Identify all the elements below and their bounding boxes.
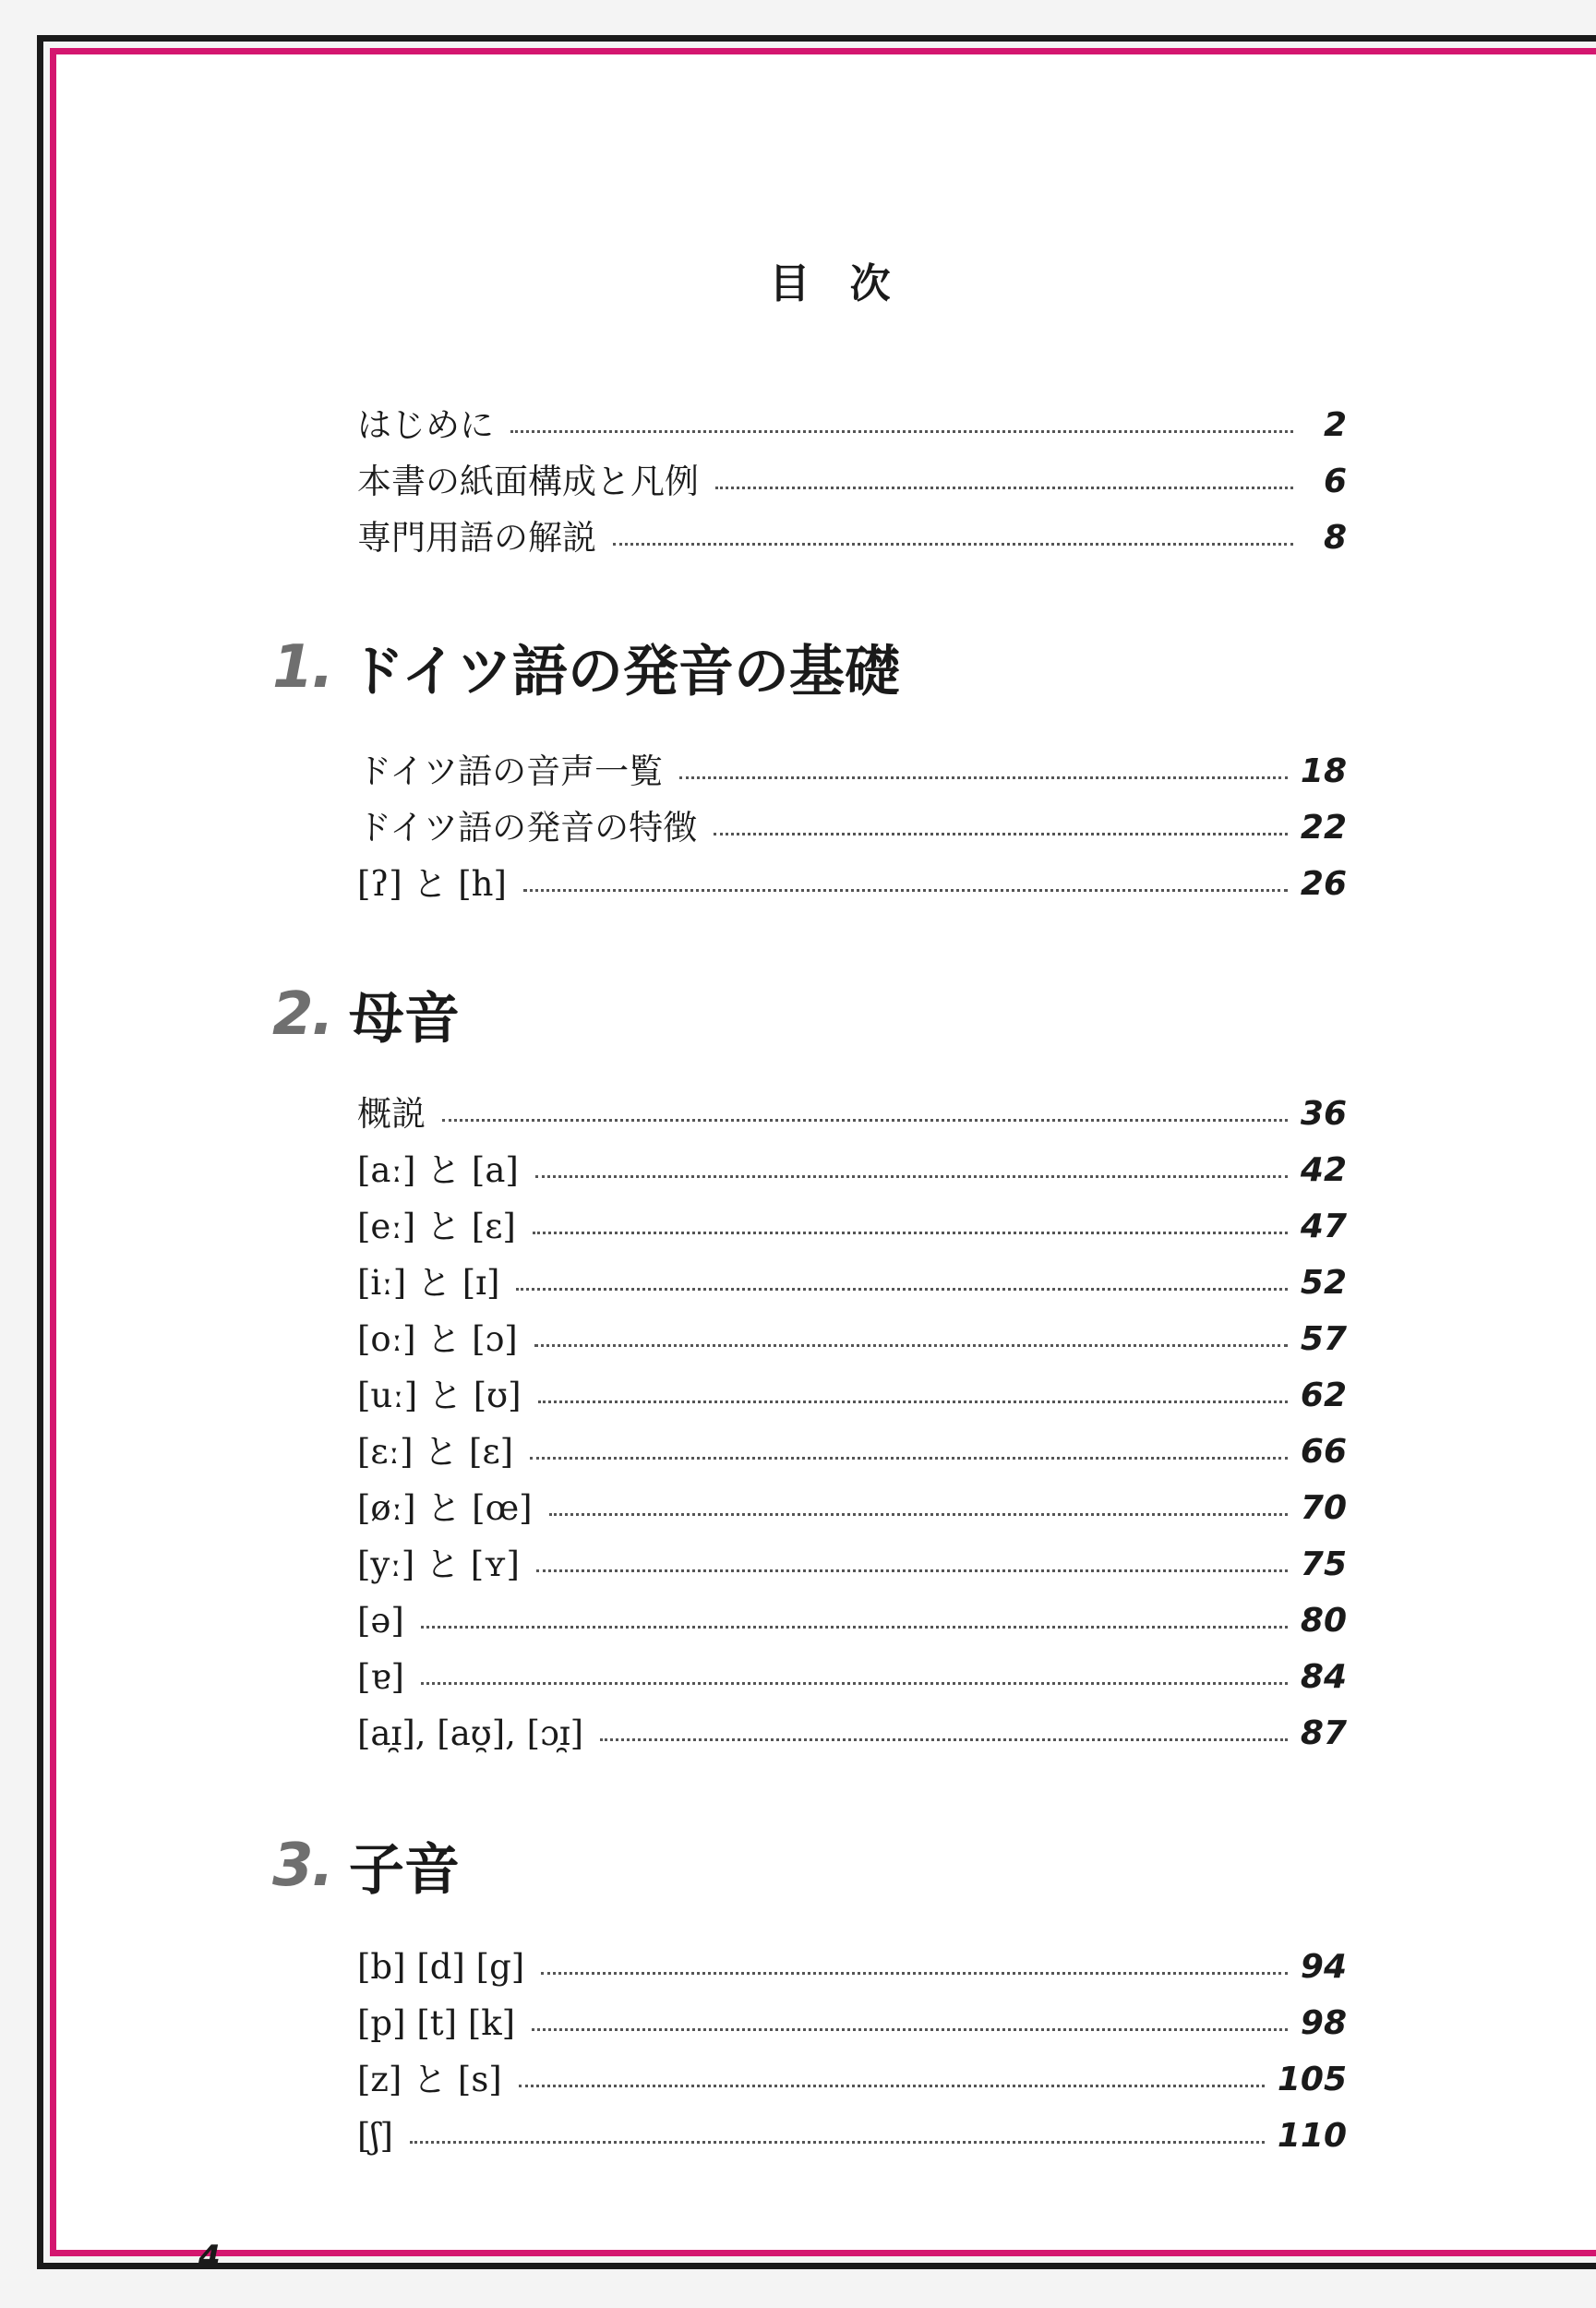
- leader-dots: [715, 487, 1293, 489]
- toc-entry[interactable]: [357, 1197, 1347, 1245]
- entry-label: 概説: [357, 1094, 426, 1134]
- entry-label: [ɛː] と [ɛ]: [357, 1432, 514, 1472]
- entry-label: [aɪ̯], [aʊ̯], [ɔɪ̯]: [357, 1713, 584, 1753]
- entry-page: 22: [1300, 809, 1347, 847]
- leader-dots: [534, 1344, 1288, 1347]
- leader-dots: [714, 833, 1288, 835]
- toc-entry[interactable]: [357, 1648, 1347, 1696]
- leader-dots: [549, 1513, 1288, 1516]
- inner-frame: [50, 48, 1596, 2276]
- entry-page: 47: [1300, 1208, 1347, 1245]
- entry-label: [p] [t] [k]: [357, 2003, 516, 2043]
- leader-dots: [533, 1232, 1288, 1234]
- entry-page: 110: [1277, 2117, 1347, 2155]
- leader-dots: [516, 1288, 1287, 1291]
- entry-page: 70: [1300, 1489, 1347, 1527]
- section-heading-2[interactable]: [272, 978, 460, 1052]
- section-title: ドイツ語の発音の基礎: [348, 640, 900, 704]
- entry-label: 専門用語の解説: [357, 518, 596, 558]
- entry-page: 105: [1277, 2061, 1347, 2098]
- entry-page: 52: [1300, 1264, 1347, 1302]
- entry-page: 84: [1300, 1658, 1347, 1696]
- section-number: 3.: [272, 1832, 332, 1900]
- toc-entry[interactable]: [357, 742, 1347, 790]
- entry-page: 6: [1323, 463, 1347, 500]
- leader-dots: [535, 1175, 1288, 1178]
- toc-entry[interactable]: [357, 2107, 1347, 2155]
- section-title: 子音: [348, 1838, 460, 1903]
- entry-label: [ɐ]: [357, 1657, 404, 1697]
- toc-entry[interactable]: [357, 1938, 1347, 1986]
- toc-entry[interactable]: [357, 799, 1347, 847]
- entry-page: 62: [1300, 1376, 1347, 1414]
- entry-page: 2: [1323, 406, 1347, 444]
- entry-label: [oː] と [ɔ]: [357, 1319, 518, 1359]
- toc-entry[interactable]: [357, 1535, 1347, 1583]
- entry-label: ドイツ語の音声一覧: [357, 751, 664, 791]
- entry-page: 75: [1300, 1545, 1347, 1583]
- toc-entry[interactable]: [357, 1085, 1347, 1133]
- section-number: 2.: [272, 980, 332, 1049]
- leader-dots: [519, 2085, 1265, 2087]
- entry-label: [ʃ]: [357, 2116, 393, 2156]
- entry-page: 42: [1300, 1151, 1347, 1189]
- entry-page: 87: [1300, 1714, 1347, 1752]
- toc-entry[interactable]: [357, 1592, 1347, 1640]
- leader-dots: [442, 1119, 1288, 1122]
- entry-label: [yː] と [ʏ]: [357, 1545, 520, 1584]
- leader-dots: [421, 1626, 1288, 1629]
- section-heading-3[interactable]: [272, 1829, 460, 1903]
- section-number: 1.: [272, 633, 332, 702]
- entry-label: 本書の紙面構成と凡例: [357, 462, 699, 501]
- entry-label: [b] [d] [g]: [357, 1947, 525, 1987]
- leader-dots: [600, 1738, 1288, 1741]
- toc-entry[interactable]: [357, 1994, 1347, 2042]
- entry-label: [ʔ] と [h]: [357, 864, 507, 904]
- toc-entry[interactable]: [357, 1254, 1347, 1302]
- toc-entry[interactable]: [357, 1310, 1347, 1358]
- entry-label: ドイツ語の発音の特徴: [357, 808, 698, 847]
- entry-page: 80: [1300, 1602, 1347, 1640]
- entry-label: [eː] と [ɛ]: [357, 1207, 516, 1246]
- entry-label: [øː] と [œ]: [357, 1488, 533, 1528]
- entry-label: [z] と [s]: [357, 2060, 502, 2099]
- section-title: 母音: [348, 987, 460, 1052]
- entry-label: [iː] と [ɪ]: [357, 1263, 500, 1303]
- page-number: 4: [198, 2239, 221, 2276]
- toc-entry[interactable]: [357, 1366, 1347, 1414]
- entry-page: 26: [1300, 865, 1347, 903]
- section-heading-1[interactable]: [272, 631, 900, 704]
- leader-dots: [421, 1682, 1288, 1685]
- leader-dots: [538, 1400, 1288, 1403]
- leader-dots: [530, 1457, 1288, 1460]
- toc-entry[interactable]: [357, 2050, 1347, 2098]
- leader-dots: [536, 1569, 1288, 1572]
- entry-page: 98: [1300, 2004, 1347, 2042]
- entry-page: 18: [1300, 752, 1347, 790]
- toc-entry[interactable]: [357, 396, 1347, 444]
- leader-dots: [679, 776, 1288, 779]
- toc-entry[interactable]: [357, 1423, 1347, 1471]
- toc-title: 目 次: [769, 260, 904, 307]
- toc-entry[interactable]: [357, 1141, 1347, 1189]
- toc-entry[interactable]: [357, 855, 1347, 903]
- leader-dots: [541, 1972, 1288, 1975]
- entry-label: [aː] と [a]: [357, 1150, 519, 1190]
- toc-entry[interactable]: [357, 1479, 1347, 1527]
- entry-page: 8: [1323, 519, 1347, 557]
- leader-dots: [532, 2028, 1288, 2031]
- entry-label: [ə]: [357, 1601, 404, 1641]
- entry-page: 36: [1300, 1095, 1347, 1133]
- leader-dots: [510, 430, 1293, 433]
- entry-page: 57: [1300, 1320, 1347, 1358]
- leader-dots: [523, 889, 1288, 892]
- toc-entry[interactable]: [357, 452, 1347, 500]
- entry-label: [uː] と [ʊ]: [357, 1376, 522, 1415]
- entry-page: 66: [1300, 1433, 1347, 1471]
- leader-dots: [613, 543, 1293, 546]
- entry-label: はじめに: [357, 405, 494, 445]
- toc-entry[interactable]: [357, 509, 1347, 557]
- entry-page: 94: [1300, 1948, 1347, 1986]
- leader-dots: [410, 2141, 1265, 2144]
- toc-entry[interactable]: [357, 1704, 1347, 1752]
